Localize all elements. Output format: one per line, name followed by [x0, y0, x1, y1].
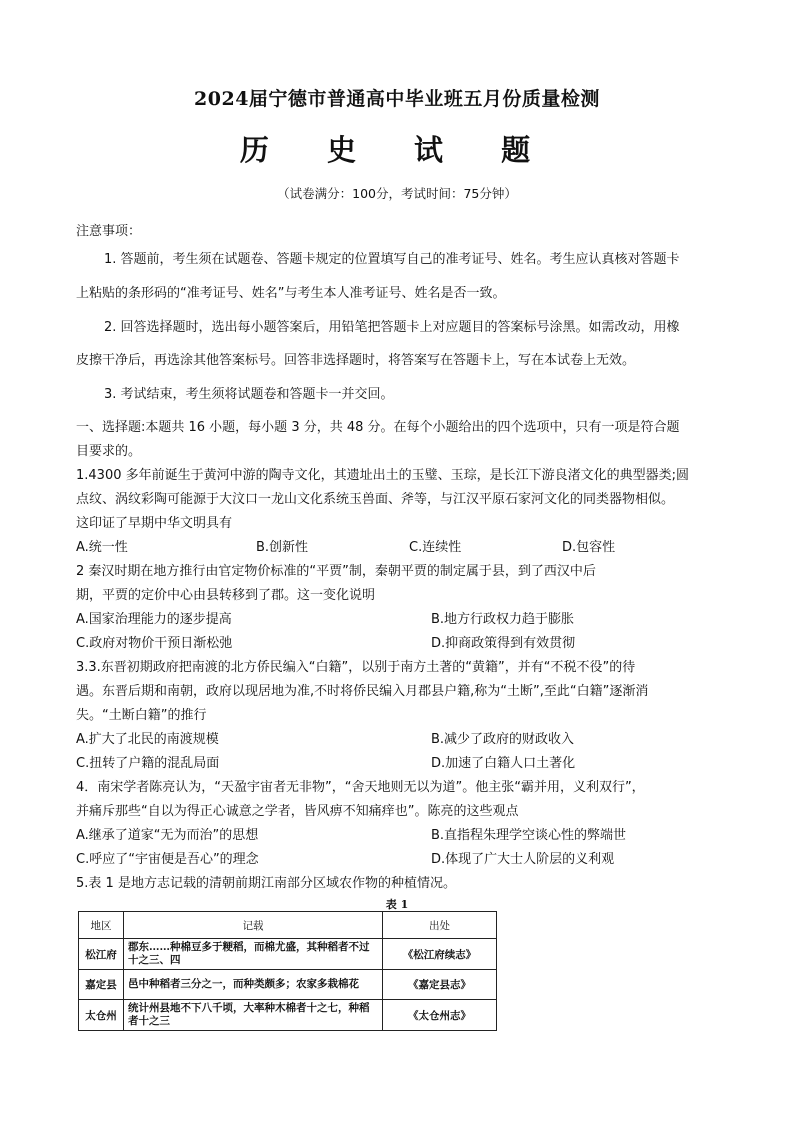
- table-cell-source: 《松江府续志》: [383, 939, 497, 970]
- option-c: C.连续性: [409, 540, 462, 555]
- question-stem: 5.表 1 是地方志记载的清朝前期江南部分区域农作物的种植情况。: [76, 876, 456, 891]
- table-1: [78, 911, 497, 1031]
- table-cell-region: 太仓州: [79, 1000, 124, 1031]
- question-stem: 点纹、涡纹彩陶可能源于大汶口一龙山文化系统玉兽面、斧等，与江汉平原石家河文化的同类器物相似。: [76, 492, 675, 507]
- option-d: D.加速了白籍人口土著化: [431, 756, 576, 771]
- option-d: D.体现了广大士人阶层的义利观: [431, 852, 615, 867]
- option-a: A.扩大了北民的南渡规模: [76, 732, 219, 747]
- notice-line: 3. 考试结束，考生须将试题卷和答题卡一并交回。: [104, 387, 394, 402]
- option-b: B.创新性: [256, 540, 309, 555]
- table-cell-record: 郡东……种棉豆多于粳稻，而棉尤盛，其种稻者不过十之三、四: [124, 939, 383, 970]
- table-cell-record: 邑中种稻者三分之一，而种类颇多；农家多栽棉花: [124, 970, 383, 1000]
- question-stem: 3.3.东晋初期政府把南渡的北方侨民编入“白籍”，以别于南方土著的“黄籍”，并有“不税不役”的待: [76, 660, 636, 675]
- option-a: A.统一性: [76, 540, 128, 555]
- table-caption: 表 1: [385, 898, 409, 911]
- notice-heading: 注意事项：: [76, 224, 142, 239]
- option-c: C.呼应了“宇宙便是吾心”的理念: [76, 852, 259, 867]
- question-stem: 期，平贾的定价中心由县转移到了郡。这一变化说明: [76, 588, 376, 603]
- question-stem: 4．南宋学者陈亮认为，“天盈宇宙者无非物”，“舍天地则无以为道”。他主张“霸并用，义利双行”，: [76, 780, 645, 795]
- table-row: [79, 939, 497, 970]
- table-cell-region: 松江府: [79, 939, 124, 970]
- option-c: C.政府对物价干预日渐松弛: [76, 636, 233, 651]
- option-b: B.减少了政府的财政收入: [431, 732, 575, 747]
- exam-info: （试卷满分：100分，考试时间：75分钟）: [277, 186, 517, 201]
- notice-line: 上粘贴的条形码的“准考证号、姓名”与考生本人准考证号、姓名是否一致。: [76, 286, 506, 301]
- option-b: B.地方行政权力趋于膨胀: [431, 612, 575, 627]
- option-a: A.国家治理能力的逐步提高: [76, 612, 232, 627]
- table-header: 地区: [79, 912, 124, 939]
- question-stem: 并痛斥那些“自以为得正心诚意之学者，皆风痹不知痛痒也”。陈亮的这些观点: [76, 804, 519, 819]
- table-row: [79, 970, 497, 1000]
- section-heading: 一、选择题:本题共 16 小题，每小题 3 分，共 48 分。在每个小题给出的四个选项中，只有一项是符合题: [76, 420, 680, 435]
- option-b: B.直指程朱理学空谈心性的弊端世: [431, 828, 627, 843]
- table-header: 出处: [383, 912, 497, 939]
- table-header: 记载: [124, 912, 383, 939]
- exam-title: 2024届宁德市普通高中毕业班五月份质量检测: [194, 88, 600, 110]
- table-cell-source: 《太仓州志》: [383, 1000, 497, 1031]
- question-stem: 遇。东晋后期和南朝，政府以现居地为准,不时将侨民编入月郡县户籍,称为“土断”,至此“白籍”逐渐消: [76, 684, 649, 699]
- table-cell-region: 嘉定县: [79, 970, 124, 1000]
- option-d: D.抑商政策得到有效贯彻: [431, 636, 576, 651]
- question-stem: 这印证了早期中华文明具有: [76, 516, 233, 531]
- question-stem: 2 秦汉时期在地方推行由官定物价标准的“平贾”制，秦朝平贾的制定属于县，到了西汉中后: [76, 564, 596, 579]
- table-header-row: [79, 912, 497, 939]
- question-stem: 失。“土断白籍”的推行: [76, 708, 207, 723]
- option-a: A.继承了道家“无为而治”的思想: [76, 828, 259, 843]
- notice-line: 1. 答题前，考生须在试题卷、答题卡规定的位置填写自己的准考证号、姓名。考生应认真核对答题卡: [104, 252, 680, 267]
- table-row: [79, 1000, 497, 1031]
- section-heading: 目要求的。: [76, 444, 142, 459]
- question-stem: 1.4300 多年前诞生于黄河中游的陶寺文化，其遗址出土的玉璧、玉琮，是长江下游良渚文化的典型器类;圆: [76, 468, 690, 483]
- notice-line: 2. 回答选择题时，选出每小题答案后，用铅笔把答题卡上对应题目的答案标号涂黑。如需改动，用橡: [104, 320, 680, 335]
- option-c: C.扭转了户籍的混乱局面: [76, 756, 220, 771]
- table-cell-record: 统计州县地不下八千顷，大率种木棉者十之七，种稻者十之三: [124, 1000, 383, 1031]
- option-d: D.包容性: [562, 540, 616, 555]
- subject-title: 历 史 试 题: [239, 133, 555, 167]
- notice-line: 皮擦干净后，再选涂其他答案标号。回答非选择题时，将答案写在答题卡上，写在本试卷上无效。: [76, 353, 636, 368]
- table-cell-source: 《嘉定县志》: [383, 970, 497, 1000]
